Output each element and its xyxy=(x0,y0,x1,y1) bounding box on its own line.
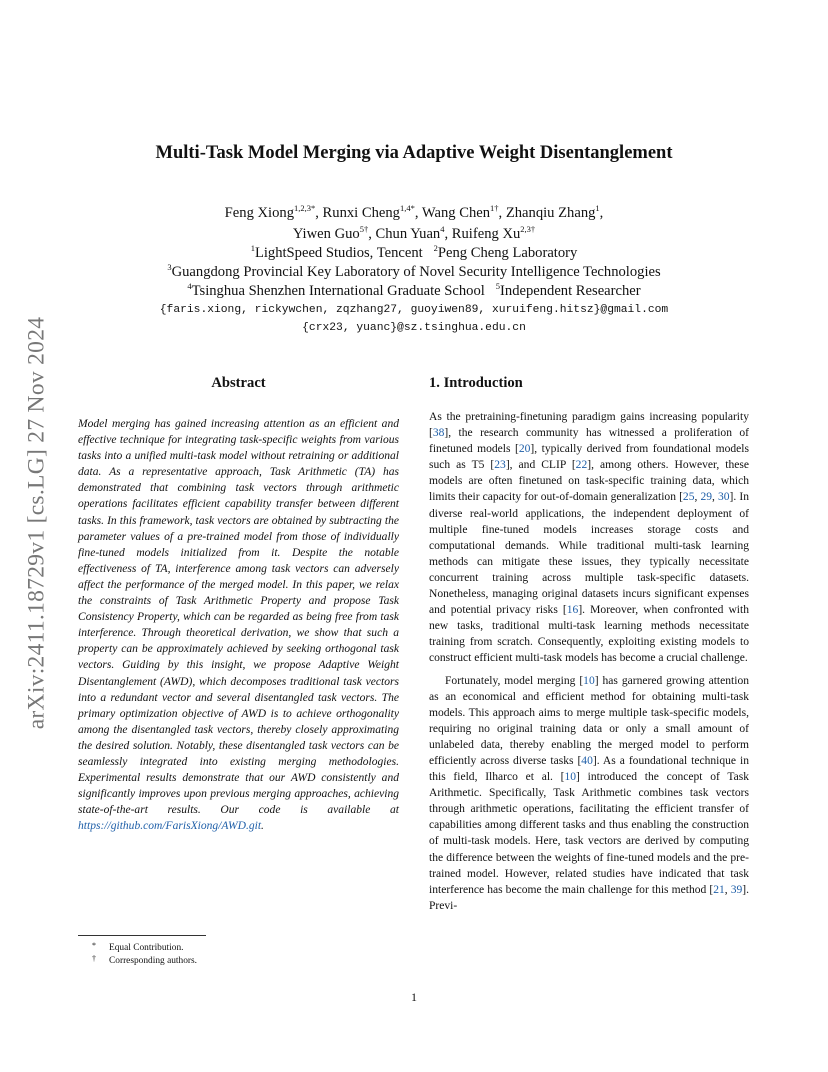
citation-link[interactable]: 39 xyxy=(730,883,743,896)
email-line-2: {crx23, yuanc}@sz.tsinghua.edu.cn xyxy=(302,322,526,334)
author: Chun Yuan$^4$ xyxy=(375,224,445,242)
affiliation: $^2$Peng Cheng Laboratory xyxy=(433,243,578,261)
citation-link[interactable]: 29 xyxy=(700,491,712,504)
affiliation-line-2 xyxy=(0,263,828,282)
citation-link[interactable]: 10 xyxy=(564,771,577,784)
author-line-2: Yiwen Guo$^{5\dagger}$, Chun Yuan$^4$, Ruifeng $Xu^{2,3\dagger}$ xyxy=(292,224,536,242)
affiliation: $^3$Guangdong Provincial Key Laboratory of Novel Security Intelligence Technologies xyxy=(167,262,661,280)
citation-link[interactable]: 21 xyxy=(713,883,725,896)
email-line-1: {faris.xiong, rickywchen, zqzhang27, guoyiwen89, xuruifeng.hitsz}@gmail.com xyxy=(159,304,669,316)
footnote-divider xyxy=(78,935,206,936)
citation-link[interactable]: 20 xyxy=(518,443,531,456)
author: Zhanqiu Zhang$^1$ xyxy=(505,203,600,221)
abstract-text: Model merging has gained increasing attention as an efficient and effective technique for integrating task-specific weights from various tasks into a unified multi-task model without retraining or additional data. As a representative approach, Task Arithmetic (TA) has demonstrated that combining task vectors through arithmetic operations facilitates efficient capability transfer between different tasks. In this framework, task vectors are obtained by subtracting the parameter values of a pre-trained model from those of individually fine-tuned models initialized from it. Despite the notable effectiveness of TA, interference among task vectors can adversely affect the performance of the merged model. In this paper, we relax the constraints of Task Arithmetic Property and propose Task Consistency Property, which can be regarded as being free from task interference. Through theoretical derivation, we show that such a property can be approximately achieved by seeking orthogonal task vectors. Guiding by this insight, we propose Adaptive Weight Disentanglement (AWD), which decomposes traditional task vectors into a redundant vector and several disentangled task vectors. The primary optimization objective of AWD is to achieve orthogonality among the disentangled task vectors, thereby closely approximating the desired solution. Notably, these disentangled task vectors can be seamlessly integrated into existing merging methodologies. Experimental results demonstrate that our AWD consistently and significantly improves upon previous merging approaches, achieving state-of-the-art results. Our code is available at https://github.com/FarisXiong/AWD.git. xyxy=(78,418,399,833)
author: Feng Xiong$^{1,2,3*}$ xyxy=(224,203,316,221)
introduction-text xyxy=(429,409,749,914)
affiliation-line-3 xyxy=(0,282,828,301)
citation-link[interactable]: 25 xyxy=(682,491,695,504)
affiliation: $^1$LightSpeed Studios, Tencent xyxy=(250,243,423,261)
citation-link[interactable]: 10 xyxy=(583,674,595,687)
intro-paragraph-2: Fortunately, model merging [10] has garnered growing attention as an economical and efficient method for obtaining multi-task models. This approach aims to merge multiple task-specific models, requiring no original training data or only a small amount of unlabeled data, thereby enabling the merged model to perform efficiently across diverse tasks [40]. As a foundational technique in this field, Ilharco et al. [10] introduced the concept of Task Arithmetic. Specifically, Task Arithmetic combines task vectors through arithmetic operations, facilitating the efficient transfer of capabilities among different tasks and thus enabling the construction of multi-task models. Here, task vectors are derived by computing the difference between the weights of fine-tuned models and the pre-trained model. However, related studies have indicated that task interference has become the main challenge for this method [21, 39]. Previ- xyxy=(429,674,750,912)
code-link[interactable]: https://github.com/FarisXiong/AWD.git xyxy=(78,820,262,833)
page-number: 1 xyxy=(411,990,417,1004)
footnote-equal-contribution: * Equal Contribution. xyxy=(92,941,184,953)
paper-title: Multi-Task Model Merging via Adaptive Weight Disentanglement xyxy=(155,143,673,163)
author: Runxi Cheng$^{1,4*}$ xyxy=(322,203,415,221)
affiliation: $^5$Independent Researcher xyxy=(495,281,641,299)
citation-link[interactable]: 40 xyxy=(581,754,593,767)
affiliation-line-1 xyxy=(0,244,828,263)
footnote-corresponding: † Corresponding authors. xyxy=(92,954,198,966)
citation-link[interactable]: 23 xyxy=(494,459,506,472)
author: Wang Chen$^{1\dagger}$ xyxy=(421,203,499,221)
introduction-heading: 1. Introduction xyxy=(429,375,523,391)
citation-link[interactable]: 16 xyxy=(566,604,579,617)
author: Yiwen Guo$^{5\dagger}$ xyxy=(292,224,369,242)
author-line-1: Feng Xiong$^{1,2,3*}$, Runxi Cheng$^{1,4*}$, Wang Chen$^{1\dagger}$, Zhanqiu Zhang$^1$, xyxy=(224,203,604,221)
citation-link[interactable]: 22 xyxy=(575,459,588,472)
intro-paragraph-1: As the pretraining-finetuning paradigm gains increasing popularity [38], the research community has witnessed a proliferation of finetuned models [20], typically derived from foundational models such as T5 [23], and CLIP [22], among others. However, these models are often finetuned on task-specific training data, which limits their capacity for out-of-domain generalization [25, 29, 30]. In diverse real-world applications, the independent deployment of multiple fine-tuned models increases storage costs and computational demands. While traditional multi-task learning methods can mitigate these issues, they typically necessitate concurrent training across multiple task-specific datasets. Nonetheless, managing original datasets incurs significant expenses and potential privacy risks [16]. Moreover, when confronted with new tasks, traditional multi-task learning methods necessitate training from scratch. Consequently, exploiting existing models to construct efficient multi-task models has become a crucial challenge. xyxy=(429,411,749,665)
abstract-heading: Abstract xyxy=(211,375,266,391)
citation-link[interactable]: 30 xyxy=(717,491,730,504)
citation-link[interactable]: 38 xyxy=(432,427,445,440)
author: Ruifeng $Xu^{2,3\dagger}$ xyxy=(451,224,536,242)
affiliation: $^4$Tsinghua Shenzhen International Graduate School xyxy=(187,281,485,299)
arxiv-identifier: arXiv:2411.18729v1 [cs.LG] 27 Nov 2024 xyxy=(23,316,50,730)
